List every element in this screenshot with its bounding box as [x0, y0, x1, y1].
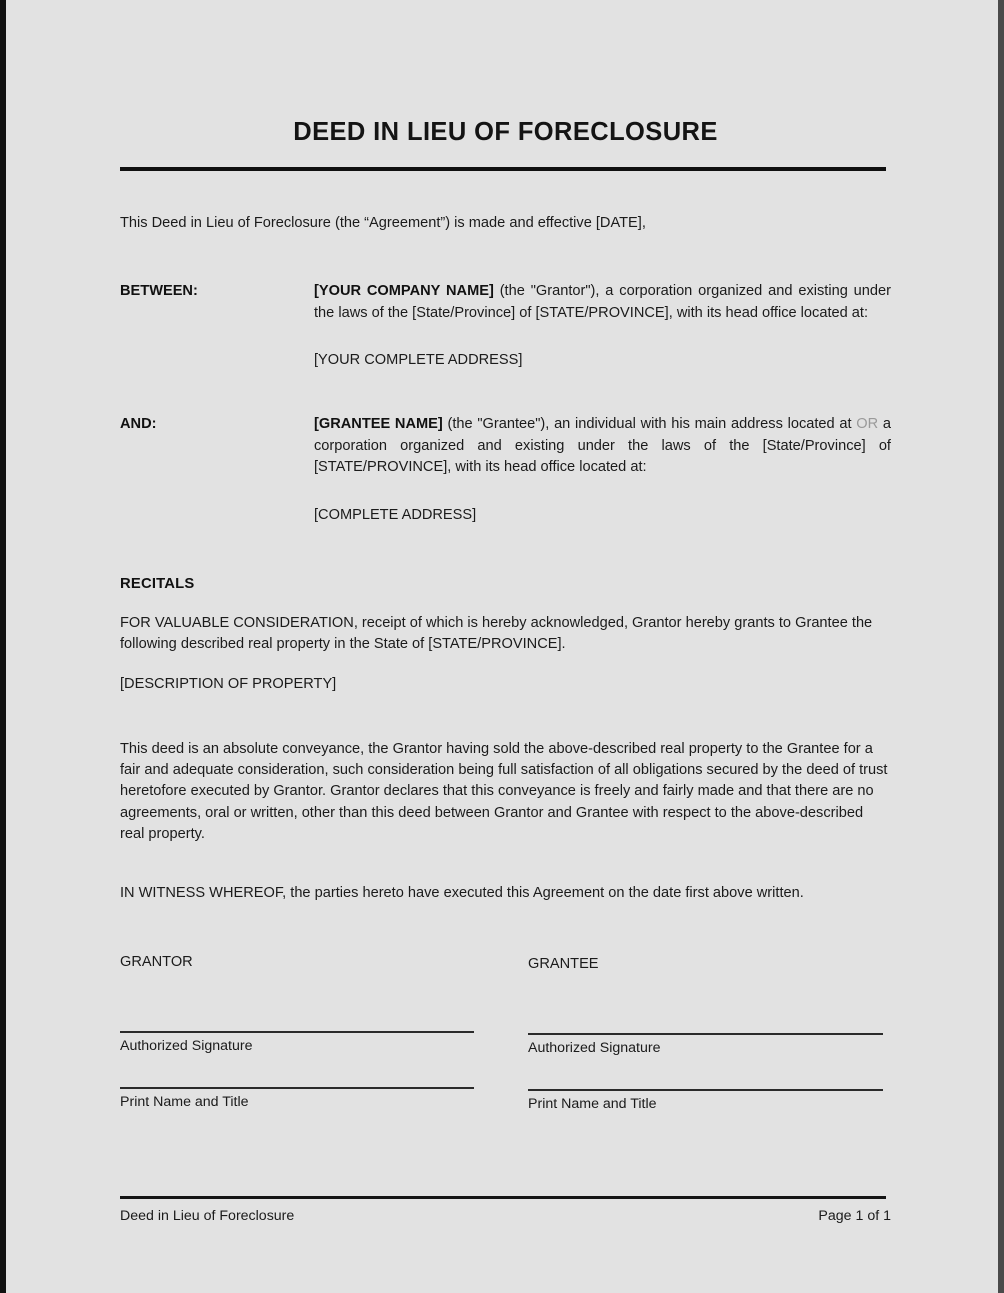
grantee-print-name-caption: Print Name and Title — [528, 1096, 657, 1113]
grantor-print-name-line[interactable] — [120, 1087, 474, 1089]
and-label: AND: — [120, 416, 157, 433]
footer-page-number: Page 1 of 1 — [818, 1208, 891, 1224]
grantee-signature-heading: GRANTEE — [528, 956, 599, 973]
grantor-signature-caption: Authorized Signature — [120, 1038, 253, 1055]
title-divider — [120, 167, 886, 171]
property-description: [DESCRIPTION OF PROPERTY] — [120, 676, 337, 693]
party-block-grantee — [120, 414, 891, 525]
grantee-details-after: a corporation organized and existing under the laws of the [State/Province] of [STATE/PROVINCE], with its head office located at: — [314, 416, 891, 476]
recitals-consideration: FOR VALUABLE CONSIDERATION, receipt of which is hereby acknowledged, Grantor hereby grants to Grantee the following described real property in the State of [STATE/PROVINCE]. — [120, 614, 873, 652]
party-block-grantor — [120, 281, 891, 371]
grantor-details: (the "Grantor"), a corporation organized and existing under the laws of the [State/Province] of [STATE/PROVINCE], with its head office located at: — [314, 283, 891, 321]
grantor-address: [YOUR COMPLETE ADDRESS] — [314, 352, 523, 369]
grantee-address: [COMPLETE ADDRESS] — [314, 506, 477, 523]
grantor-description — [314, 281, 891, 371]
document-body — [120, 0, 891, 1112]
intro-paragraph: This Deed in Lieu of Foreclosure (the “Agreement”) is made and effective [DATE], — [120, 215, 646, 232]
grantor-print-name-caption: Print Name and Title — [120, 1094, 249, 1111]
page-footer — [120, 1196, 891, 1224]
grantee-or-text: OR — [856, 416, 879, 433]
footer-divider — [120, 1196, 886, 1199]
signature-column-grantee — [528, 954, 883, 1112]
grantee-details-before: (the "Grantee"), an individual with his main address located at — [442, 416, 857, 433]
recitals-heading: RECITALS — [120, 575, 195, 592]
grantee-signature-line[interactable] — [528, 1033, 883, 1035]
witness-paragraph: IN WITNESS WHEREOF, the parties hereto have executed this Agreement on the date first above written. — [120, 884, 804, 901]
grantor-signature-line[interactable] — [120, 1031, 474, 1033]
footer-document-name: Deed in Lieu of Foreclosure — [120, 1208, 295, 1224]
footer-row — [120, 1208, 891, 1224]
conveyance-paragraph: This deed is an absolute conveyance, the Grantor having sold the above-described real property to the Grantee for a fair and adequate consideration, such consideration being full satisfaction of all obligations secured by the deed of trust heretofore executed by Grantor. Grantor declares that this conveyance is freely and fairly made and that there are no agreements, oral or written, other than this deed between Grantor and Grantee with respect to the above-described real property. — [120, 741, 888, 842]
signature-area — [120, 954, 891, 1112]
grantee-print-name-line[interactable] — [528, 1089, 883, 1091]
page-title: DEED IN LIEU OF FORECLOSURE — [293, 118, 718, 146]
grantee-name: [GRANTEE NAME] — [314, 416, 443, 433]
signature-column-grantor — [120, 954, 528, 1112]
grantor-name: [YOUR COMPANY NAME] — [314, 283, 494, 300]
between-label: BETWEEN: — [120, 283, 198, 300]
grantee-description — [314, 414, 891, 525]
grantee-signature-caption: Authorized Signature — [528, 1040, 661, 1057]
grantor-signature-heading: GRANTOR — [120, 954, 193, 971]
page-sheet — [6, 0, 998, 1293]
